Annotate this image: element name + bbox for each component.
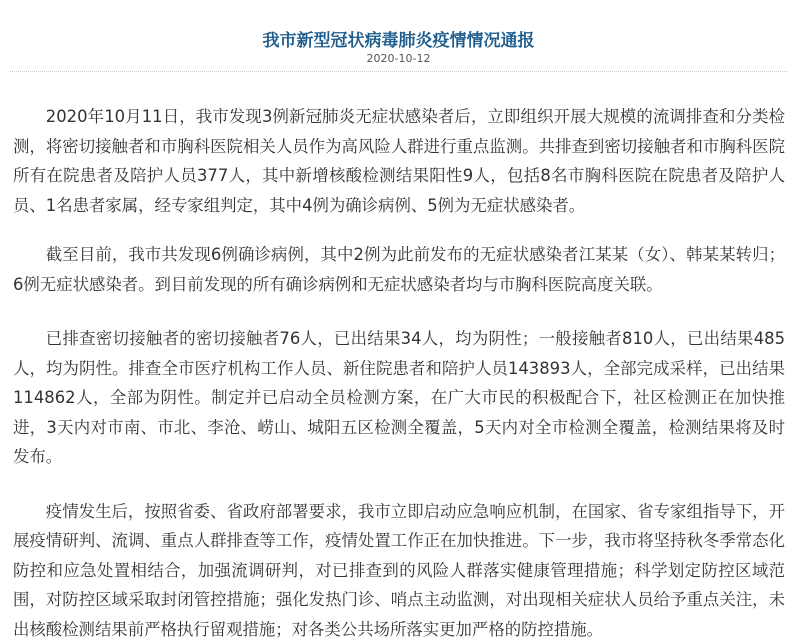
paragraph-3: 已排查密切接触者的密切接触者76人，已出结果34人，均为阴性；一般接触者810人，已出结果485人，均为阴性。排查全市医疗机构工作人员、新住院患者和陪护人员143893人，全部完成采样，已出结果114862人，全部为阴性。制定并已启动全员检测方案，在广大市民的积极配合下，社区检测正在加快推进，3天内对市南、市北、李沧、崂山、城阳五区检测全覆盖，5天内对全市检测全覆盖，检测结果将及时发布。 (13, 324, 785, 472)
paragraph-2: 截至目前，我市共发现6例确诊病例，其中2例为此前发布的无症状感染者江某某（女）、韩某某转归；6例无症状感染者。到目前发现的所有确诊病例和无症状感染者均与市胸科医院高度关联。 (13, 240, 785, 299)
article-title: 我市新型冠状病毒肺炎疫情情况通报 (0, 29, 797, 53)
paragraph-1: 2020年10月11日，我市发现3例新冠肺炎无症状感染者后，立即组织开展大规模的流调排查和分类检测，将密切接触者和市胸科医院相关人员作为高风险人群进行重点监测。共排查到密切接触者和市胸科医院所有在院患者及陪护人员377人，其中新增核酸检测结果阳性9人，包括8名市胸科医院在院患者及陪护人员、1名患者家属，经专家组判定，其中4例为确诊病例、5例为无症状感染者。 (13, 102, 785, 220)
article-body (13, 102, 785, 644)
dotted-divider (10, 71, 787, 72)
paragraph-4: 疫情发生后，按照省委、省政府部署要求，我市立即启动应急响应机制，在国家、省专家组指导下，开展疫情研判、流调、重点人群排查等工作，疫情处置工作正在加快推进。下一步，我市将坚持秋冬季常态化防控和应急处置相结合，加强流调研判，对已排查到的风险人群落实健康管理措施；科学划定防控区域范围，对防控区域采取封闭管控措施；强化发热门诊、哨点主动监测，对出现相关症状人员给予重点关注，未出核酸检测结果前严格执行留观措施；对各类公共场所落实更加严格的防控措施。 (13, 497, 785, 644)
publish-date: 2020-10-12 (0, 52, 797, 66)
